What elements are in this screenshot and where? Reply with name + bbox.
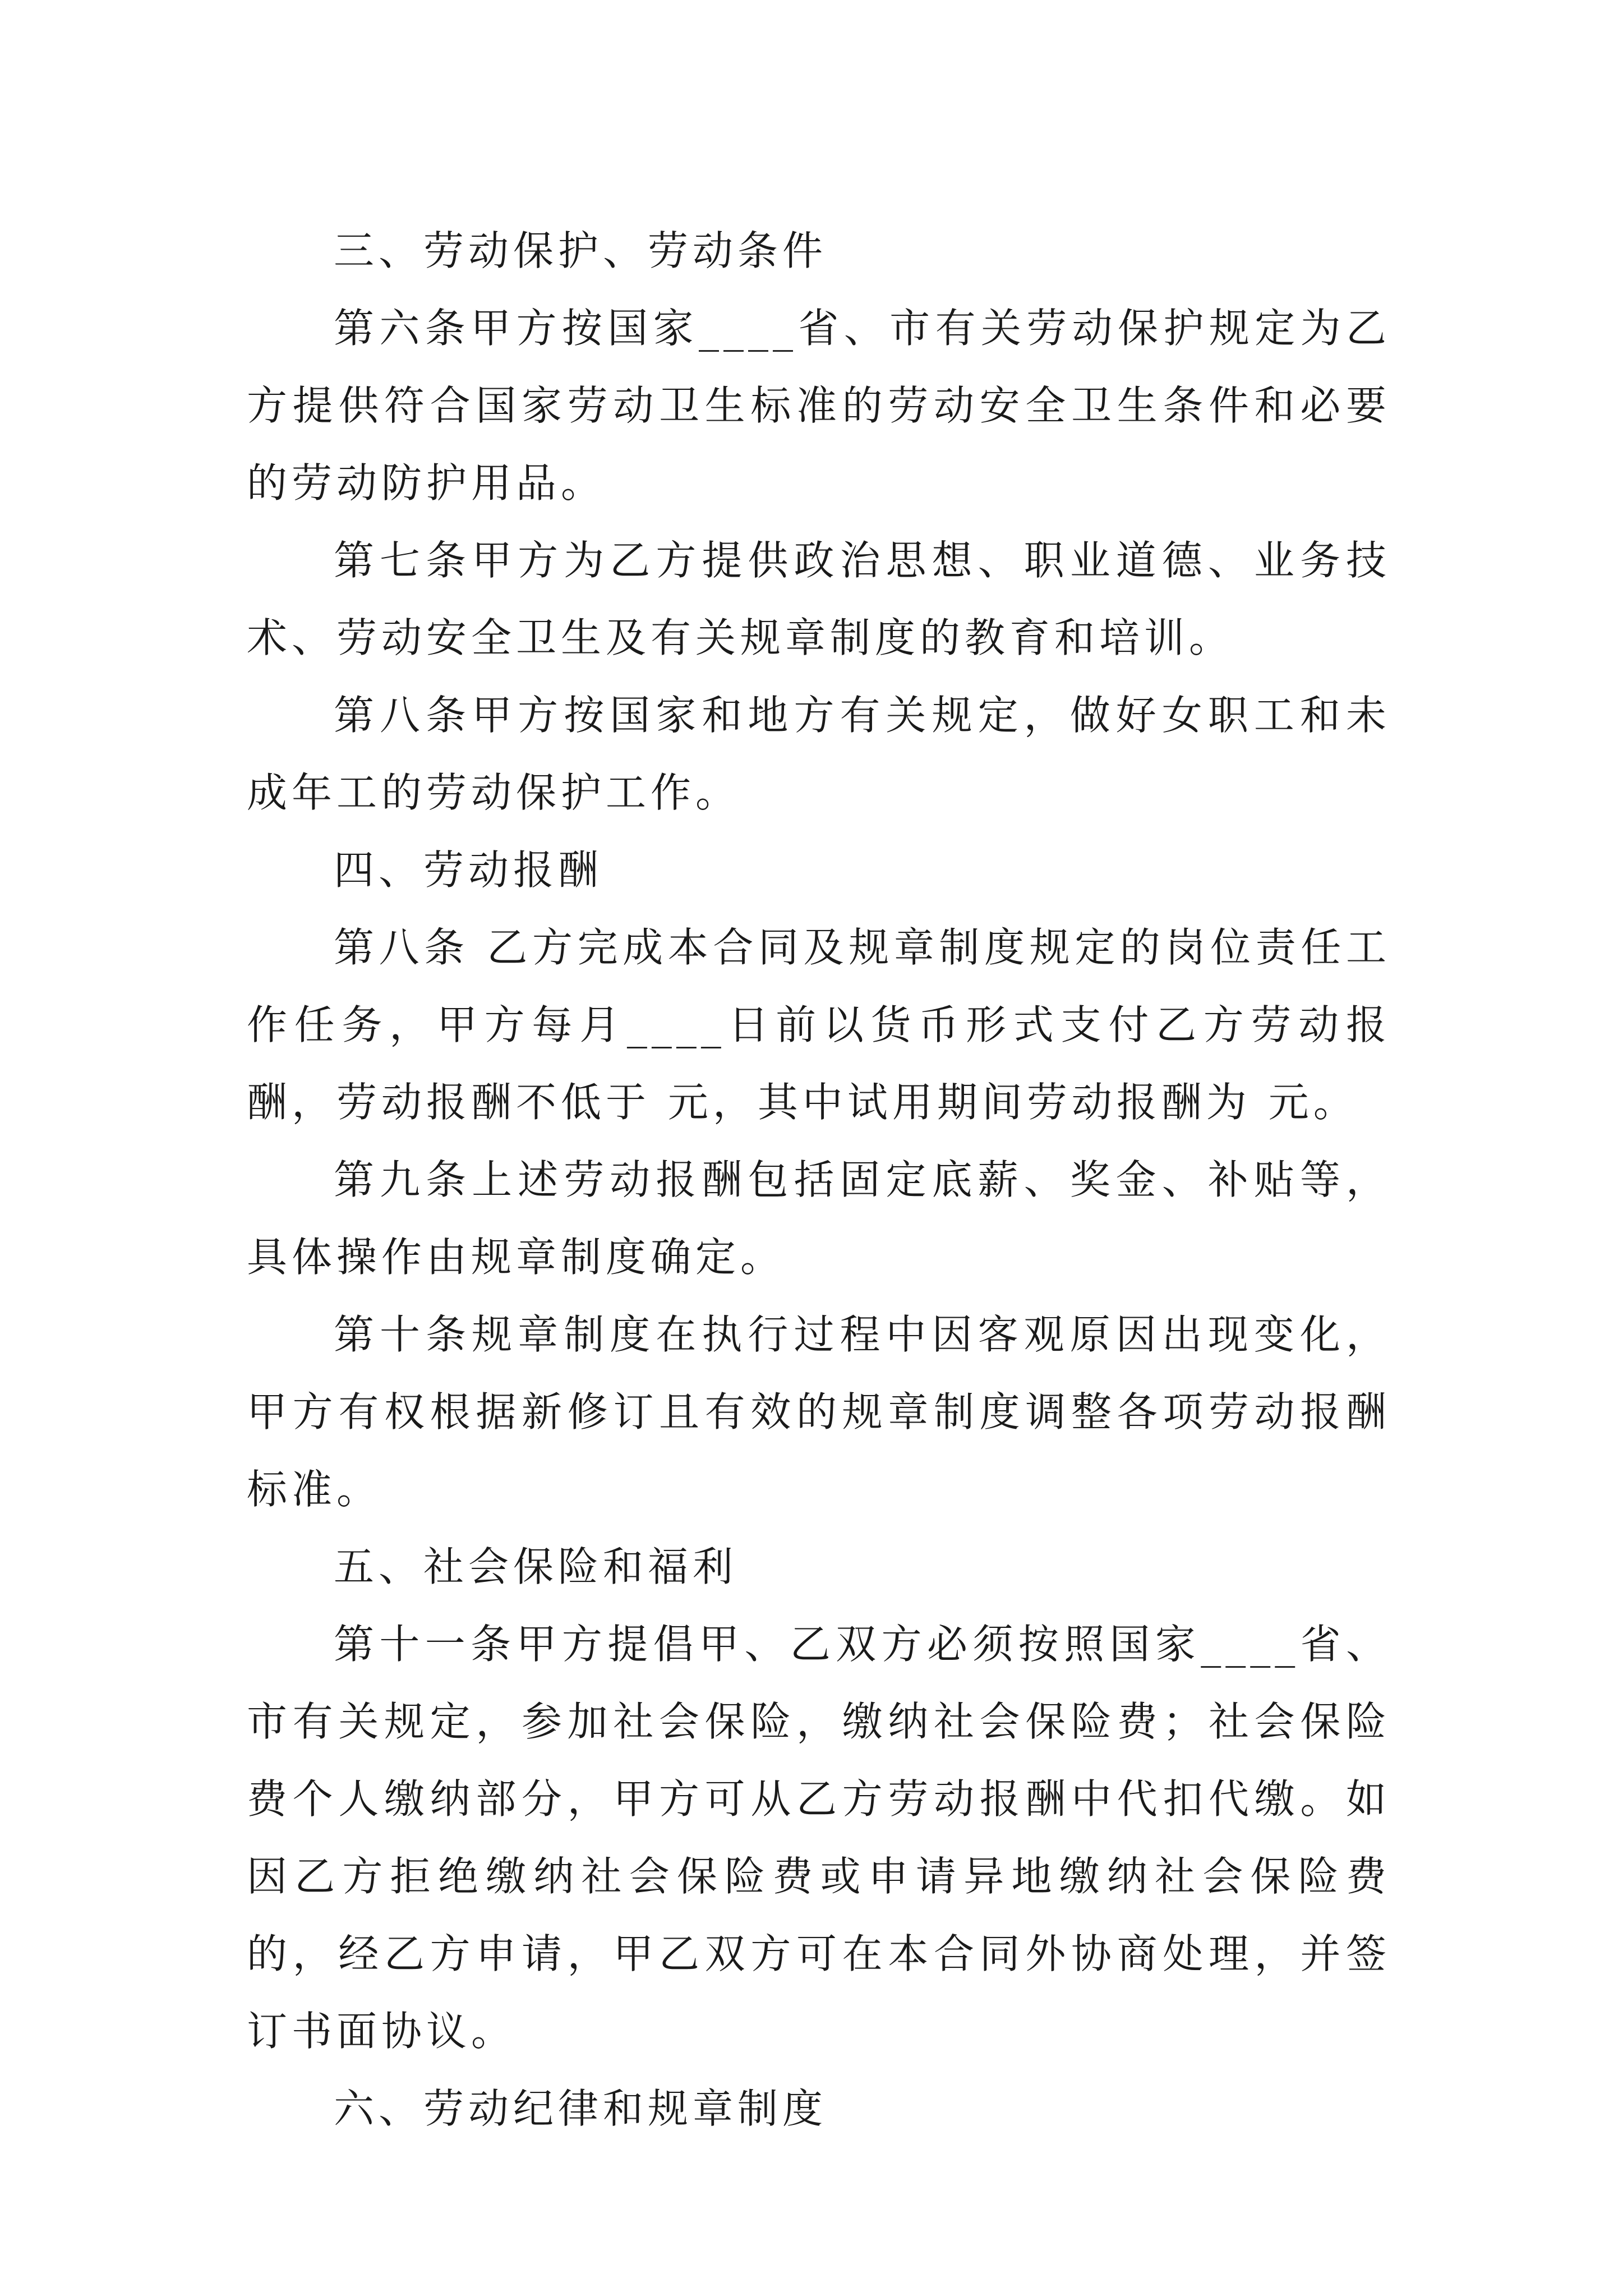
article-7: 第七条甲方为乙方提供政治思想、职业道德、业务技术、劳动安全卫生及有关规章制度的教育和培训。 bbox=[247, 537, 1391, 661]
document-page bbox=[247, 212, 1391, 2147]
section-heading-discipline: 六、劳动纪律和规章制度 bbox=[334, 2085, 828, 2132]
section-heading-social-insurance: 五、社会保险和福利 bbox=[334, 1543, 738, 1590]
article-11: 第十一条甲方提倡甲、乙双方必须按照国家____省、市有关规定，参加社会保险，缴纳社会保险费；社会保险费个人缴纳部分，甲方可从乙方劳动报酬中代扣代缴。如因乙方拒绝缴纳社会保险费或申请异地缴纳社会保险费的，经乙方申请，甲乙双方可在本合同外协商处理，并签订书面协议。 bbox=[247, 1621, 1391, 2055]
section-heading-labor-protection: 三、劳动保护、劳动条件 bbox=[334, 227, 828, 274]
article-8-remuneration: 第八条 乙方完成本合同及规章制度规定的岗位责任工作任务，甲方每月____日前以货币形式支付乙方劳动报酬，劳动报酬不低于 元，其中试用期间劳动报酬为 元。 bbox=[247, 924, 1391, 1126]
article-10: 第十条规章制度在执行过程中因客观原因出现变化，甲方有权根据新修订且有效的规章制度调整各项劳动报酬标准。 bbox=[247, 1311, 1391, 1513]
section-heading-remuneration: 四、劳动报酬 bbox=[334, 846, 603, 894]
article-8-protection: 第八条甲方按国家和地方有关规定，做好女职工和未成年工的劳动保护工作。 bbox=[247, 692, 1391, 816]
article-9: 第九条上述劳动报酬包括固定底薪、奖金、补贴等，具体操作由规章制度确定。 bbox=[247, 1156, 1391, 1281]
article-6: 第六条甲方按国家____省、市有关劳动保护规定为乙方提供符合国家劳动卫生标准的劳动安全卫生条件和必要的劳动防护用品。 bbox=[247, 305, 1391, 507]
